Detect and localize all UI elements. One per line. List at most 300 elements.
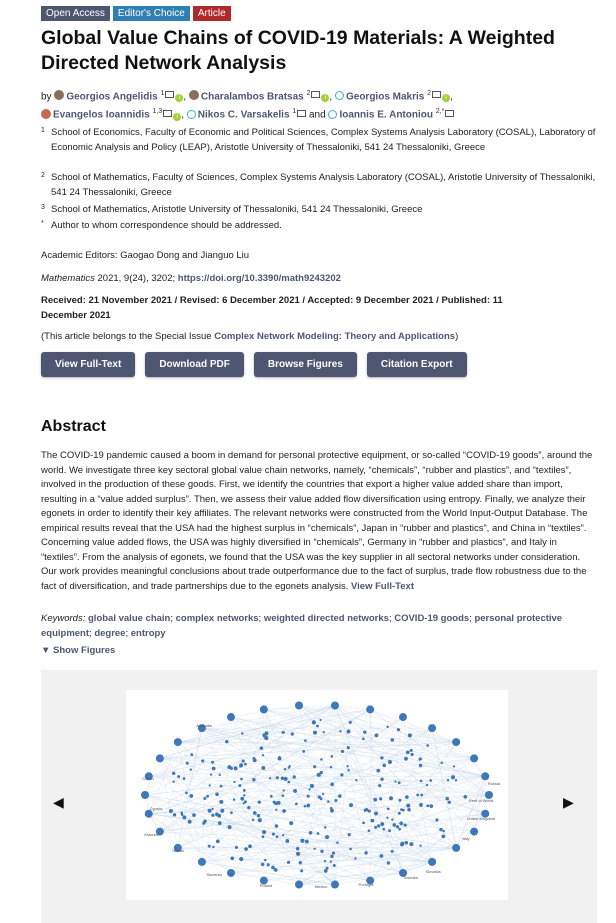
authors-and: and <box>308 109 326 121</box>
network-node-small <box>349 721 352 724</box>
network-node-country <box>295 881 303 889</box>
orcid-icon[interactable]: i <box>321 94 329 102</box>
network-node-small <box>419 845 421 847</box>
network-node-small <box>377 824 380 827</box>
network-node-small <box>208 809 212 813</box>
abstract-body <box>41 449 597 594</box>
keyword-link[interactable]: weighted directed networks <box>263 613 389 624</box>
network-node-small <box>203 797 206 800</box>
network-node-country <box>399 713 407 721</box>
network-node-small <box>281 776 285 780</box>
network-node-small <box>355 779 357 781</box>
network-node-label: Estonia <box>144 832 158 837</box>
network-node-label: Taiwan <box>171 848 185 853</box>
network-node-small <box>330 861 332 863</box>
network-node-small <box>378 784 381 787</box>
network-node-country <box>452 844 460 852</box>
network-node-small <box>391 850 394 853</box>
network-node-label: Slovakia <box>425 869 441 874</box>
network-node-small <box>382 764 386 768</box>
orcid-icon[interactable]: i <box>175 94 183 102</box>
network-node-small <box>242 759 245 762</box>
network-node-small <box>258 818 262 822</box>
network-node-small <box>327 800 329 802</box>
affiliation-3 <box>41 203 596 218</box>
network-node-small <box>261 863 264 866</box>
carousel-prev-icon[interactable]: ◀ <box>53 794 64 810</box>
author-avatar <box>41 109 51 119</box>
network-node-small <box>317 832 320 835</box>
network-node-small <box>177 775 180 778</box>
keyword-link[interactable]: personal protective equipment <box>41 613 563 639</box>
network-edge <box>299 705 474 758</box>
network-node-small <box>407 808 411 812</box>
network-node-small <box>208 845 211 848</box>
network-node-small <box>313 765 316 768</box>
network-node-small <box>230 856 234 860</box>
network-node-label: Mexico <box>314 884 328 889</box>
network-node-label: Czech <box>142 776 154 781</box>
network-node-small <box>387 861 390 864</box>
network-node-small <box>180 812 183 815</box>
network-node-small <box>386 726 388 728</box>
network-node-small <box>210 773 212 775</box>
author-affil-sup: 2 <box>306 90 311 97</box>
network-node-small <box>310 784 314 788</box>
network-node-small <box>320 797 323 800</box>
network-edge <box>202 728 456 848</box>
author-avatar <box>187 110 196 119</box>
network-node-small <box>397 728 400 731</box>
abstract-text: The COVID-19 pandemic caused a boom in demand for personal protective equipment, or so-called “COVID-19 goods”, around the world. We investigate three key sectoral global value chain networks, namely, “chemicals”, “rubber and plastics”, and “textiles”, involved in the production of these goods. First, we identify the countries that export a higher value added share than import, resulting in a “value added surplus”. Then, we assess their value added flow diversification using entropy. Finally, we analyze their egonets in order to identify their key affiliates. The relevant networks were constructed from the World Input-Output Database. The empirical results reveal that the USA had the highest surplus in “chemicals”, Japan in “rubber and plastics”, and China in “textiles”. Concerning value added flows, the USA was highly diversified in “chemicals”, Germany in “rubber and plastics”, and Italy in “textiles”. From the analysis of egonets, we found that the USA was the key supplier in all sectoral networks under consideration. Our work provides meaningful conclusions about trade outperformance due to the fact of surplus, trade flow robustness due to the fact of diversification, and trade partnerships due to the egonets analysis. <box>41 450 593 592</box>
keyword-link[interactable]: complex networks <box>175 613 259 624</box>
network-node-small <box>217 814 221 818</box>
network-node-small <box>241 732 243 734</box>
network-node-small <box>306 804 310 808</box>
network-node-small <box>220 809 224 813</box>
network-node-small <box>347 746 350 749</box>
network-node-small <box>215 792 219 796</box>
abstract-full-text-link[interactable]: View Full-Text <box>351 580 414 592</box>
network-node-small <box>386 817 388 819</box>
network-edge <box>305 741 485 777</box>
network-node-small <box>309 831 313 835</box>
network-node-country <box>198 858 206 866</box>
network-node-small <box>388 829 391 832</box>
network-node-small <box>313 731 317 735</box>
mail-icon[interactable] <box>311 91 320 98</box>
network-node-country <box>366 705 374 713</box>
network-node-small <box>333 864 336 867</box>
network-figure[interactable] <box>126 690 508 900</box>
network-node-small <box>410 749 413 752</box>
keyword-link[interactable]: degree <box>94 627 126 639</box>
network-node-small <box>408 733 412 737</box>
network-node-small <box>399 822 403 826</box>
network-node-small <box>190 753 193 756</box>
network-node-country <box>295 701 303 709</box>
network-node-small <box>375 733 379 737</box>
action-buttons <box>41 352 467 377</box>
article-type-badge: Article <box>193 6 231 21</box>
network-node-small <box>234 766 238 770</box>
network-node-small <box>252 778 255 781</box>
network-node-small <box>308 788 310 790</box>
affiliation-text: Author to whom correspondence should be addressed. <box>51 220 282 231</box>
network-node-small <box>269 777 271 779</box>
network-node-small <box>349 803 353 807</box>
network-node-small <box>441 834 445 838</box>
network-node-small <box>243 802 245 804</box>
network-node-small <box>379 797 382 800</box>
network-node-small <box>211 814 214 817</box>
affiliation-1 <box>41 126 596 155</box>
network-node-small <box>243 794 245 796</box>
network-node-small <box>253 811 257 815</box>
network-edge <box>160 705 335 758</box>
network-node-small <box>262 733 266 737</box>
network-node-small <box>233 781 235 783</box>
network-edge <box>264 709 279 802</box>
network-node-small <box>202 822 205 825</box>
network-node-small <box>244 763 247 766</box>
special-issue-link[interactable]: Complex Network Modeling: Theory and Applications <box>214 331 456 342</box>
network-node-small <box>371 819 375 823</box>
network-node-small <box>190 768 192 770</box>
network-node-small <box>388 760 392 764</box>
network-node-small <box>271 866 275 870</box>
network-node-small <box>276 835 279 838</box>
network-node-small <box>233 798 235 800</box>
browse-figures-button[interactable]: Browse Figures <box>254 352 357 377</box>
author-name[interactable]: Charalambos Bratsas <box>200 91 304 103</box>
network-edge <box>160 777 179 832</box>
network-edge <box>231 873 335 885</box>
carousel-next-icon[interactable]: ▶ <box>563 794 574 810</box>
network-node-small <box>394 780 396 782</box>
network-node-small <box>447 779 449 781</box>
network-node-small <box>262 830 266 834</box>
network-edge <box>160 758 303 840</box>
network-node-small <box>380 822 384 826</box>
affiliation-2 <box>41 171 596 200</box>
network-node-small <box>340 773 343 776</box>
network-edge <box>382 779 485 813</box>
author-affil-sup: 2,* <box>435 108 445 116</box>
network-node-small <box>212 767 216 771</box>
network-node-small <box>420 794 423 797</box>
network-node-small <box>319 719 321 721</box>
author-avatar <box>54 90 64 100</box>
network-edge <box>335 705 442 762</box>
network-node-small <box>341 750 344 753</box>
network-node-small <box>264 859 267 862</box>
network-node-label: Sweden <box>403 875 419 880</box>
publication-dates: Received: 21 November 2021 / Revised: 6 December 2021 / Accepted: 9 December 2021 / Published: 11 December 2021 <box>41 295 503 321</box>
network-node-small <box>391 819 393 821</box>
network-node-small <box>396 825 399 828</box>
network-node-small <box>374 826 377 829</box>
network-node-label: Poland <box>259 883 273 888</box>
network-edge <box>202 705 335 861</box>
network-node-small <box>364 851 367 854</box>
network-node-country <box>481 772 489 780</box>
network-node-country <box>331 701 339 709</box>
network-node-small <box>354 857 356 859</box>
network-node-small <box>201 759 204 762</box>
network-node-small <box>240 797 244 801</box>
network-node-small <box>374 811 378 815</box>
network-node-small <box>346 765 348 767</box>
network-node-small <box>390 738 394 742</box>
network-node-small <box>275 809 277 811</box>
keyword-link[interactable]: entropy <box>130 627 166 639</box>
keywords: Keywords: global value chain; complex networks; weighted directed networks; COVID-19 goods; personal protective equipment; degree; entropy <box>41 613 563 639</box>
network-node-small <box>284 777 288 781</box>
network-node-small <box>400 808 403 811</box>
network-node-small <box>464 795 468 799</box>
network-node-small <box>173 813 176 816</box>
network-node-small <box>387 807 390 810</box>
network-node-small <box>238 784 241 787</box>
author-name[interactable]: Georgios Angelidis <box>66 91 158 103</box>
network-node-small <box>272 833 275 836</box>
network-node-small <box>282 834 284 836</box>
network-edge <box>299 873 403 885</box>
network-node-small <box>289 765 291 767</box>
network-node-country <box>470 754 478 762</box>
network-node-label: Russia <box>487 781 501 786</box>
network-node-small <box>373 798 377 802</box>
network-node-small <box>283 789 285 791</box>
network-node-small <box>216 840 220 844</box>
network-node-small <box>442 830 445 833</box>
keyword-link[interactable]: global value chain <box>88 613 171 624</box>
network-node-small <box>206 795 209 798</box>
network-node-small <box>295 802 298 805</box>
network-node-label: Slovenia <box>206 872 222 877</box>
network-node-small <box>172 772 175 775</box>
network-node-small <box>368 829 371 832</box>
network-node-small <box>435 818 438 821</box>
network-node-small <box>275 824 279 828</box>
figure-carousel <box>41 670 597 923</box>
network-node-small <box>296 847 300 851</box>
network-node-small <box>285 839 289 843</box>
open-access-badge[interactable]: Open Access <box>41 6 110 21</box>
network-node-small <box>323 731 325 733</box>
network-node-small <box>302 750 305 753</box>
network-node-small <box>330 855 334 859</box>
network-node-small <box>270 795 273 798</box>
network-node-small <box>347 769 349 771</box>
network-node-small <box>296 852 300 856</box>
network-node-small <box>276 776 279 779</box>
network-node-small <box>189 794 193 798</box>
network-node-small <box>169 809 173 813</box>
author-affil-sup: 2 <box>427 90 432 97</box>
network-node-small <box>382 828 385 831</box>
affiliation-num: * <box>41 220 44 227</box>
affiliation-num: 2 <box>41 172 45 179</box>
keyword-link[interactable]: COVID-19 goods <box>394 613 470 624</box>
network-edge <box>145 728 202 795</box>
network-node-small <box>287 781 290 784</box>
network-node-small <box>185 792 188 795</box>
mail-icon[interactable] <box>432 91 441 98</box>
special-issue-prefix: (This article belongs to the Special Issue <box>41 331 215 342</box>
article-title: Global Value Chains of COVID-19 Materials: A Weighted Directed Network Analysis <box>41 27 555 74</box>
network-node-small <box>349 848 352 851</box>
network-node-small <box>320 771 323 774</box>
network-node-small <box>304 739 307 742</box>
orcid-icon[interactable]: i <box>442 94 450 102</box>
network-node-small <box>230 811 233 814</box>
network-node-small <box>376 769 380 773</box>
network-node-small <box>362 821 365 824</box>
network-edge <box>432 728 489 795</box>
network-node-country <box>227 713 235 721</box>
network-node-small <box>274 801 278 805</box>
network-node-country <box>156 754 164 762</box>
network-edge <box>231 863 388 873</box>
network-node-small <box>300 869 303 872</box>
network-node-country <box>227 869 235 877</box>
author-affil-sup: 1,3 <box>152 108 163 116</box>
network-node-small <box>404 824 407 827</box>
network-node-label: United Kingdom <box>466 816 496 821</box>
network-edge <box>403 776 485 873</box>
network-node-small <box>416 794 419 797</box>
network-node-small <box>392 823 396 827</box>
network-edge <box>160 758 335 884</box>
mail-icon[interactable] <box>163 110 172 117</box>
author-affil-sup: 1 <box>292 108 297 116</box>
network-node-country <box>331 881 339 889</box>
network-node-small <box>252 819 255 822</box>
network-node-small <box>240 778 243 781</box>
show-figures-toggle[interactable]: ▼ Show Figures <box>41 645 116 656</box>
view-full-text-button[interactable]: View Full-Text <box>41 352 135 377</box>
network-node-small <box>192 813 196 817</box>
network-node-small <box>188 820 192 824</box>
keywords-label: Keywords: <box>41 613 86 624</box>
network-node-small <box>316 725 319 728</box>
author-list: by Georgios Angelidis $^1$i , Charalambos Bratsas $^2$i , Georgios Makris $^2$i , Evangelos Ioannidis $^{1,3}$i , Nikos C. Varsakelis $^1$ and Ioannis E. Antoniou $^{2,*}$ <box>41 90 453 121</box>
network-edge <box>264 848 456 881</box>
network-node-small <box>281 794 284 797</box>
network-node-small <box>244 847 248 851</box>
network-edge <box>178 742 489 795</box>
network-node-small <box>320 850 323 853</box>
network-node-small <box>398 812 401 815</box>
network-node-small <box>380 778 383 781</box>
network-node-small <box>186 762 189 765</box>
network-node-small <box>219 774 221 776</box>
author-name[interactable]: Nikos C. Varsakelis <box>197 109 290 121</box>
network-node-small <box>398 828 401 831</box>
network-node-label: Cyprus <box>149 806 163 811</box>
authors-prefix: by <box>41 91 52 103</box>
mail-icon[interactable] <box>445 110 454 117</box>
citation-export-button[interactable]: Citation Export <box>367 352 467 377</box>
network-node-country <box>260 705 268 713</box>
network-node-small <box>281 731 284 734</box>
network-node-small <box>405 795 409 799</box>
network-node-small <box>406 750 410 754</box>
affiliation-text: School of Mathematics, Faculty of Sciences, Complex Systems Analysis Laboratory (COSAL), Aristotle University of Thessaloniki, 541 24 Thessaloniki, Greece <box>51 172 596 198</box>
network-node-small <box>287 861 290 864</box>
network-node-small <box>451 775 455 779</box>
network-node-small <box>218 821 222 825</box>
network-node-small <box>305 840 309 844</box>
mail-icon[interactable] <box>165 91 174 98</box>
network-node-label: Australia <box>196 723 212 728</box>
author-affil-sup: 1 <box>160 90 165 97</box>
academic-editors: Academic Editors: Gaogao Dong and Jianguo Liu <box>41 250 250 261</box>
network-node-small <box>455 779 457 781</box>
network-node-small <box>300 839 304 843</box>
author-avatar <box>335 91 344 100</box>
citation-line <box>41 273 341 284</box>
network-node-small <box>248 844 252 848</box>
author-name[interactable]: Evangelos Ioannidis <box>53 109 150 121</box>
network-edges <box>145 705 489 884</box>
network-node-small <box>332 851 335 854</box>
affiliation-correspondence <box>41 219 596 234</box>
network-node-small <box>307 795 310 798</box>
editors-choice-badge[interactable]: Editor's Choice <box>113 6 190 21</box>
network-node-small <box>440 828 442 830</box>
network-node-small <box>172 780 174 782</box>
doi-link[interactable]: https://doi.org/10.3390/math9243202 <box>177 273 341 284</box>
mail-icon[interactable] <box>297 110 306 117</box>
network-node-small <box>362 738 365 741</box>
network-node-small <box>380 756 383 759</box>
network-graph <box>126 690 508 900</box>
network-node-country <box>470 828 478 836</box>
network-node-country <box>452 738 460 746</box>
network-node-small <box>406 804 410 808</box>
network-node-small <box>304 805 306 807</box>
network-node-small <box>330 807 333 810</box>
network-node-small <box>282 809 286 813</box>
network-node-small <box>338 794 342 798</box>
network-node-small <box>267 863 270 866</box>
network-node-small <box>261 766 265 770</box>
journal-name: Mathematics <box>41 273 95 284</box>
network-edge <box>149 767 331 776</box>
network-node-small <box>209 784 211 786</box>
author-name[interactable]: Georgios Makris <box>345 91 425 103</box>
network-node-small <box>398 781 401 784</box>
network-node-small <box>320 758 323 761</box>
special-issue-suffix: ) <box>455 331 459 342</box>
orcid-icon[interactable]: i <box>173 113 181 121</box>
network-node-small <box>429 779 432 782</box>
network-node-small <box>380 854 384 858</box>
download-pdf-button[interactable]: Download PDF <box>145 352 244 377</box>
network-node-small <box>247 806 250 809</box>
author-name[interactable]: Ioannis E. Antoniou <box>339 109 433 121</box>
network-node-small <box>334 799 337 802</box>
network-node-small <box>419 757 422 760</box>
special-issue <box>41 331 458 342</box>
network-node-small <box>239 765 242 768</box>
network-edge <box>418 742 456 795</box>
network-node-small <box>243 789 246 792</box>
network-node-small <box>325 835 329 839</box>
